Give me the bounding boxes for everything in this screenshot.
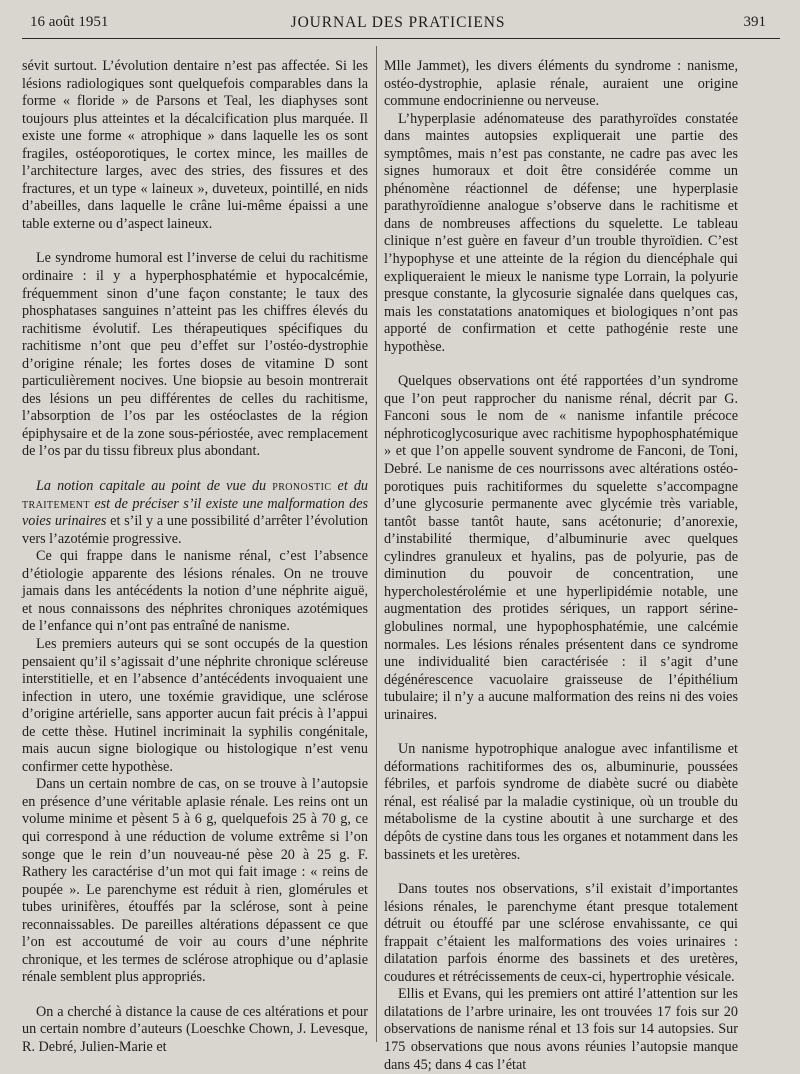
paragraph: L’hyperplasie adénomateuse des parathyroïdes constatée dans maintes autopsies expliquerait une partie des symptômes, mais n’est pas constante, ne cadre pas avec les signes humoraux et doit être considérée comme un phénomène réactionnel de défense; une hyperplasie parathyroïdienne analogue s’observe dans le rachitisme et dans de nombreuses affections du squelette. Le tableau clinique n’est guère en faveur d’un trouble thyroïdien. C’est l’hypophyse et une atteinte de la région du diencéphale qui expliqueraient le mieux le nanisme type Lorrain, la polyurie presque constante, la glycosurie signalée dans quelques cas, mais les constatations anatomiques et biologiques n’ont pas apporté de confirmation et cette pathogénie reste une hypothèse.: [384, 110, 738, 355]
paragraph: sévit surtout. L’évolution dentaire n’est pas affectée. Si les lésions radiologiques sont quelquefois comparables dans la forme « floride » de Parsons et Teal, les diaphyses sont toujours plus atteintes et la décalcification plus marquée. Il existe une forme « atrophique » dans laquelle les os sont fragiles, ostéoporotiques, le cortex mince, les mailles de l’architecture larges, avec des stries, des fissures et des fractures, et un type « laineux », duveteux, pointillé, en nids d’abeilles, dans laquelle le crâne lui-même épaissi a une table externe ou d’aspect laineux.: [22, 58, 368, 232]
paragraph-prognosis: [22, 478, 368, 548]
paragraph: Les premiers auteurs qui se sont occupés de la question pensaient qu’il s’agissait d’une néphrite chronique scléreuse interstitielle, et en l’absence d’antécédents invoquaient une infection in utero, une toxémie gravidique, une sclérose d’origine artérielle, sans apporter aucun fait précis à l’appui de cette thèse. Hutinel incriminait la syphilis congénitale, mais aucun signe biologique ou histologique n’est venu confirmer cette hypothèse.: [22, 635, 368, 775]
paragraph: Mlle Jammet), les divers éléments du syndrome : nanisme, ostéo-dystrophie, aplasie rénale, auraient une origine commune endocrinienne ou nerveuse.: [384, 58, 738, 110]
column-divider: [376, 46, 377, 1042]
text: et s’il y a une possibilité d’arrêter l’évolution vers l’azotémie progressive.: [22, 513, 369, 547]
paragraph: Quelques observations ont été rapportées d’un syndrome que l’on peut rapprocher du nanisme rénal, décrit par G. Fanconi sous le nom de « nanisme infantile précoce néphroticoglycosurique avec rachitisme hypophosphatémique » et que l’on appelle souvent syndrome de Fanconi, de Toni, Debré. Le nanisme de ces nourrissons avec altérations ostéo-porotiques puis rachitiformes du squelette s’accompagne d’une glycosurie permanente avec glycémie très variable, tantôt basse tantôt haute, sans acétonurie; d’anorexie, d’instabilité thermique, d’albuminurie avec quelques cylindres granuleux et hyalins, pas de polyurie, pas de diminution du pouvoir de concentration, une hypercholestérolémie et une hyperlipidémie notable, une augmentation des protides sériques, un rapport sérine-globulines normal, une hypophosphatémie, une calcémie normales. Les lésions rénales présentent dans ce syndrome une individualité bien caractérisée : il s’agit d’une dégénérescence vacuolaire graisseuse de l’épithélium tubulaire; il n’y a aucune malformation des reins ni des voies urinaires.: [384, 373, 738, 723]
journal-title: JOURNAL DES PRATICIENS: [290, 14, 506, 31]
paragraph: Dans toutes nos observations, s’il existait d’importantes lésions rénales, le parenchyme étant presque totalement détruit ou étouffé par une sclérose envahissante, ce qui frappait c’étaient les malformations des voies urinaires : dilatation parfois énorme des bassinets et des uretères, coudures et rétrécissements de ceux-ci, hypertrophie vésicale.: [384, 881, 738, 985]
smallcaps-text: traitement: [22, 495, 90, 512]
paragraph: Ellis et Evans, qui les premiers ont attiré l’attention sur les dilatations de l’arbre urinaire, les ont trouvées 17 fois sur 20 observations de nanisme rénal et 13 fois sur 14 autopsies. Sur 175 observations que nous avons réunies l’autopsie manque dans 45; dans 4 cas l’état: [384, 986, 738, 1073]
right-column: [384, 58, 738, 1074]
italic-text: est de préciser s’il existe une malformation des voies urinaires: [22, 495, 369, 530]
paragraph: On a cherché à distance la cause de ces altérations et pour un certain nombre d’auteurs (Loeschke Chown, J. Levesque, R. Debré, Julien-Marie et: [22, 1003, 368, 1055]
running-header: [30, 14, 766, 40]
header-date: 16 août 1951: [30, 14, 109, 30]
smallcaps-text: pronostic: [272, 478, 332, 495]
paragraph: Ce qui frappe dans le nanisme rénal, c’est l’absence d’étiologie apparente des lésions rénales. On ne trouve jamais dans les antécédents la notion d’une néphrite aiguë, et nous connaissons des néphrites chroniques azotémiques de l’enfance qui n’ont pas entraîné de nanisme.: [22, 548, 368, 635]
header-rule: [22, 38, 780, 39]
italic-text: La notion capitale au point de vue du: [36, 478, 267, 495]
paragraph: Le syndrome humoral est l’inverse de celui du rachitisme ordinaire : il y a hyperphosphatémie et hypocalcémie, fréquemment sinon d’une façon constante; le taux des phosphatases sanguines n’atteint pas les chiffres élevés du rachitisme évolutif. Les thérapeutiques spécifiques du rachitisme n’ont que peu d’effet sur l’ostéo-dystrophie d’origine rénale; les fortes doses de vitamine D sont particulièrement nocives. Une biopsie au besoin montrerait des lésions un peu différentes de celles du rachitisme, l’absorption de l’os par les ostéoclastes de la région épiphysaire et de la zone sous-périostée, avec remplacement de l’os par du tissu fibreux plus abondant.: [22, 250, 368, 460]
paragraph: Dans un certain nombre de cas, on se trouve à l’autopsie en présence d’une véritable aplasie rénale. Les reins ont un volume minime et pèsent 5 à 6 g, quelquefois 25 à 70 g, ce qui correspond à une réduction de volume extrême si l’on songe que le rein d’un nouveau-né pèse 20 à 25 g. F. Rathery les caractérise d’un mot qui fait image : « reins de poupée ». Le parenchyme est réduit à rien, glomérules et tubes urinifères, étouffés par la sclérose, sont à peine reconnaissables. De pareilles altérations dépassent ce que l’on est accoutumé de voir au cours d’une néphrite chronique, et les termes de sclérose atrophique ou d’aplasie rénale semblent plus appropriés.: [22, 776, 368, 986]
left-column: [22, 58, 368, 1057]
page-number: 391: [743, 14, 766, 30]
paragraph: Un nanisme hypotrophique analogue avec infantilisme et déformations rachitiformes des os, albuminurie, poussées fébriles, et parfois syndrome de diabète sucré ou diabète rénal, est réalisé par la maladie cystinique, où un trouble du métabolisme de la cystine aboutit à une surcharge et des dépôts de cystine dans tous les organes et notamment dans les bassinets et les uretères.: [384, 741, 738, 863]
italic-text: et du: [337, 478, 369, 495]
